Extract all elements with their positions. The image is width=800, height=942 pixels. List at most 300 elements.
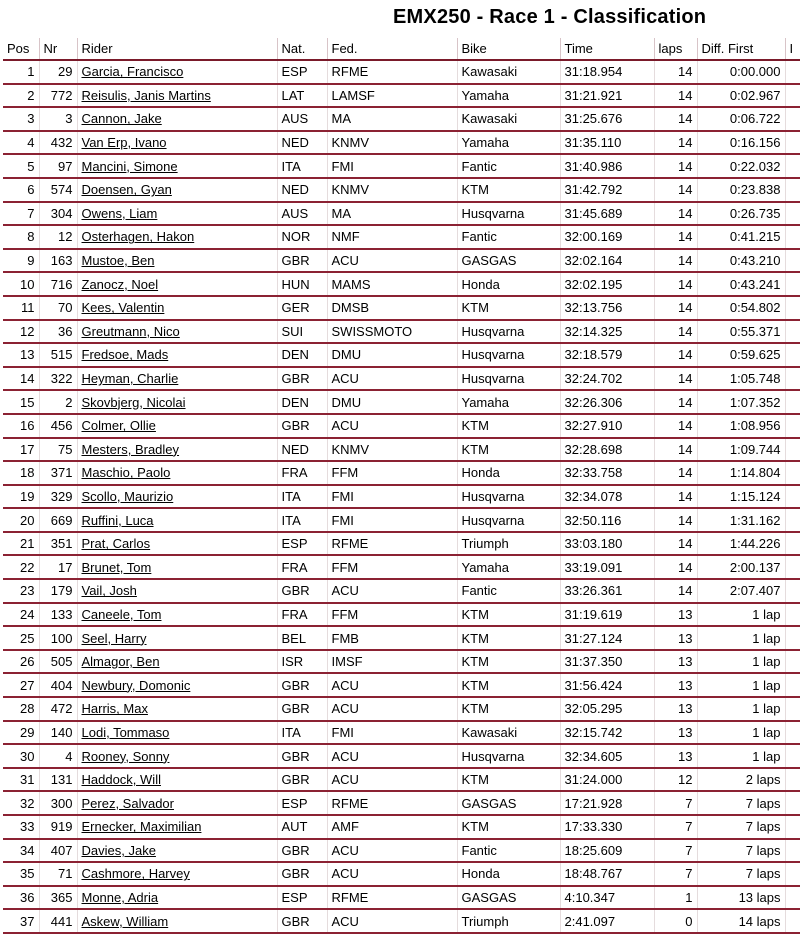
pos-cell: 14 bbox=[3, 367, 39, 391]
diff-first-cell: 0:54.802 bbox=[697, 296, 785, 320]
pos-cell: 5 bbox=[3, 154, 39, 178]
laps-cell: 14 bbox=[654, 154, 697, 178]
nat-cell: GBR bbox=[277, 909, 327, 933]
time-cell: 32:27.910 bbox=[560, 414, 654, 438]
extra-cell bbox=[785, 367, 800, 391]
laps-cell: 14 bbox=[654, 367, 697, 391]
diff-first-cell: 2 laps bbox=[697, 768, 785, 792]
diff-first-cell: 0:41.215 bbox=[697, 225, 785, 249]
nr-cell: 329 bbox=[39, 485, 77, 509]
nr-cell: 574 bbox=[39, 178, 77, 202]
rider-link[interactable]: Maschio, Paolo bbox=[77, 461, 277, 485]
diff-first-cell: 1 lap bbox=[697, 744, 785, 768]
table-row bbox=[3, 390, 800, 414]
nr-cell: 36 bbox=[39, 320, 77, 344]
diff-first-cell: 0:43.210 bbox=[697, 249, 785, 273]
pos-cell: 18 bbox=[3, 461, 39, 485]
nr-cell: 772 bbox=[39, 84, 77, 108]
nr-cell: 100 bbox=[39, 626, 77, 650]
laps-cell: 13 bbox=[654, 721, 697, 745]
rider-link[interactable]: Brunet, Tom bbox=[77, 555, 277, 579]
header-nr: Nr bbox=[39, 38, 77, 60]
extra-cell bbox=[785, 107, 800, 131]
nr-cell: 4 bbox=[39, 744, 77, 768]
extra-cell bbox=[785, 390, 800, 414]
nat-cell: DEN bbox=[277, 390, 327, 414]
table-row bbox=[3, 839, 800, 863]
table-row bbox=[3, 84, 800, 108]
table-row bbox=[3, 438, 800, 462]
extra-cell bbox=[785, 84, 800, 108]
table-row bbox=[3, 791, 800, 815]
bike-cell: Husqvarna bbox=[457, 485, 560, 509]
laps-cell: 14 bbox=[654, 225, 697, 249]
pos-cell: 32 bbox=[3, 791, 39, 815]
rider-link[interactable]: Cashmore, Harvey bbox=[77, 862, 277, 886]
nr-cell: 97 bbox=[39, 154, 77, 178]
bike-cell: KTM bbox=[457, 296, 560, 320]
diff-first-cell: 1:14.804 bbox=[697, 461, 785, 485]
time-cell: 4:10.347 bbox=[560, 886, 654, 910]
time-cell: 32:24.702 bbox=[560, 367, 654, 391]
pos-cell: 10 bbox=[3, 272, 39, 296]
table-row bbox=[3, 272, 800, 296]
rider-link[interactable]: Van Erp, Ivano bbox=[77, 131, 277, 155]
bike-cell: KTM bbox=[457, 626, 560, 650]
bike-cell: Triumph bbox=[457, 909, 560, 933]
nat-cell: BEL bbox=[277, 626, 327, 650]
nat-cell: ESP bbox=[277, 791, 327, 815]
nat-cell: ISR bbox=[277, 650, 327, 674]
nr-cell: 3 bbox=[39, 107, 77, 131]
diff-first-cell: 0:55.371 bbox=[697, 320, 785, 344]
bike-cell: Fantic bbox=[457, 154, 560, 178]
fed-cell: DMSB bbox=[327, 296, 457, 320]
bike-cell: KTM bbox=[457, 673, 560, 697]
rider-link[interactable]: Osterhagen, Hakon bbox=[77, 225, 277, 249]
rider-link[interactable]: Lodi, Tommaso bbox=[77, 721, 277, 745]
laps-cell: 14 bbox=[654, 343, 697, 367]
rider-link[interactable]: Fredsoe, Mads bbox=[77, 343, 277, 367]
table-row bbox=[3, 862, 800, 886]
diff-first-cell: 0:59.625 bbox=[697, 343, 785, 367]
time-cell: 32:14.325 bbox=[560, 320, 654, 344]
pos-cell: 27 bbox=[3, 673, 39, 697]
nat-cell: AUS bbox=[277, 202, 327, 226]
time-cell: 32:05.295 bbox=[560, 697, 654, 721]
diff-first-cell: 0:26.735 bbox=[697, 202, 785, 226]
extra-cell bbox=[785, 320, 800, 344]
header-bike: Bike bbox=[457, 38, 560, 60]
time-cell: 32:02.164 bbox=[560, 249, 654, 273]
table-row bbox=[3, 909, 800, 933]
extra-cell bbox=[785, 272, 800, 296]
laps-cell: 14 bbox=[654, 249, 697, 273]
time-cell: 33:19.091 bbox=[560, 555, 654, 579]
time-cell: 2:41.097 bbox=[560, 909, 654, 933]
pos-cell: 11 bbox=[3, 296, 39, 320]
bike-cell: KTM bbox=[457, 768, 560, 792]
rider-link[interactable]: Newbury, Domonic bbox=[77, 673, 277, 697]
fed-cell: FFM bbox=[327, 555, 457, 579]
extra-cell bbox=[785, 60, 800, 84]
table-row bbox=[3, 650, 800, 674]
rider-link[interactable]: Monne, Adria bbox=[77, 886, 277, 910]
extra-cell bbox=[785, 791, 800, 815]
time-cell: 33:26.361 bbox=[560, 579, 654, 603]
table-row bbox=[3, 579, 800, 603]
nat-cell: ITA bbox=[277, 154, 327, 178]
pos-cell: 35 bbox=[3, 862, 39, 886]
fed-cell: ACU bbox=[327, 839, 457, 863]
rider-link[interactable]: Askew, William bbox=[77, 909, 277, 933]
bike-cell: Yamaha bbox=[457, 84, 560, 108]
pos-cell: 21 bbox=[3, 532, 39, 556]
fed-cell: MA bbox=[327, 107, 457, 131]
fed-cell: RFME bbox=[327, 886, 457, 910]
nat-cell: FRA bbox=[277, 555, 327, 579]
fed-cell: SWISSMOTO bbox=[327, 320, 457, 344]
extra-cell bbox=[785, 249, 800, 273]
time-cell: 32:02.195 bbox=[560, 272, 654, 296]
diff-first-cell: 0:00.000 bbox=[697, 60, 785, 84]
rider-link[interactable]: Greutmann, Nico bbox=[77, 320, 277, 344]
bike-cell: Kawasaki bbox=[457, 721, 560, 745]
diff-first-cell: 0:22.032 bbox=[697, 154, 785, 178]
rider-link[interactable]: Davies, Jake bbox=[77, 839, 277, 863]
nr-cell: 29 bbox=[39, 60, 77, 84]
fed-cell: FMI bbox=[327, 721, 457, 745]
fed-cell: FMI bbox=[327, 508, 457, 532]
table-row bbox=[3, 60, 800, 84]
nr-cell: 163 bbox=[39, 249, 77, 273]
rider-link[interactable]: Prat, Carlos bbox=[77, 532, 277, 556]
nr-cell: 131 bbox=[39, 768, 77, 792]
fed-cell: FFM bbox=[327, 603, 457, 627]
pos-cell: 1 bbox=[3, 60, 39, 84]
table-row bbox=[3, 508, 800, 532]
pos-cell: 33 bbox=[3, 815, 39, 839]
fed-cell: NMF bbox=[327, 225, 457, 249]
pos-cell: 36 bbox=[3, 886, 39, 910]
laps-cell: 14 bbox=[654, 84, 697, 108]
bike-cell: Fantic bbox=[457, 839, 560, 863]
nat-cell: GBR bbox=[277, 414, 327, 438]
diff-first-cell: 7 laps bbox=[697, 839, 785, 863]
laps-cell: 14 bbox=[654, 320, 697, 344]
header-rider: Rider bbox=[77, 38, 277, 60]
nat-cell: ESP bbox=[277, 886, 327, 910]
bike-cell: Husqvarna bbox=[457, 202, 560, 226]
laps-cell: 14 bbox=[654, 555, 697, 579]
rider-link[interactable]: Almagor, Ben bbox=[77, 650, 277, 674]
rider-link[interactable]: Heyman, Charlie bbox=[77, 367, 277, 391]
diff-first-cell: 1:07.352 bbox=[697, 390, 785, 414]
diff-first-cell: 0:16.156 bbox=[697, 131, 785, 155]
classification-table bbox=[3, 38, 800, 934]
table-body bbox=[3, 60, 800, 933]
extra-cell bbox=[785, 202, 800, 226]
laps-cell: 14 bbox=[654, 272, 697, 296]
time-cell: 31:19.619 bbox=[560, 603, 654, 627]
time-cell: 31:56.424 bbox=[560, 673, 654, 697]
laps-cell: 13 bbox=[654, 603, 697, 627]
laps-cell: 13 bbox=[654, 744, 697, 768]
nr-cell: 300 bbox=[39, 791, 77, 815]
time-cell: 31:40.986 bbox=[560, 154, 654, 178]
nr-cell: 371 bbox=[39, 461, 77, 485]
diff-first-cell: 2:07.407 bbox=[697, 579, 785, 603]
time-cell: 18:25.609 bbox=[560, 839, 654, 863]
pos-cell: 24 bbox=[3, 603, 39, 627]
pos-cell: 19 bbox=[3, 485, 39, 509]
extra-cell bbox=[785, 532, 800, 556]
rider-link[interactable]: Ernecker, Maximilian bbox=[77, 815, 277, 839]
nat-cell: ITA bbox=[277, 508, 327, 532]
fed-cell: RFME bbox=[327, 791, 457, 815]
table-header-row bbox=[3, 38, 800, 60]
diff-first-cell: 1 lap bbox=[697, 650, 785, 674]
laps-cell: 13 bbox=[654, 697, 697, 721]
table-row bbox=[3, 461, 800, 485]
bike-cell: Kawasaki bbox=[457, 60, 560, 84]
rider-link[interactable]: Doensen, Gyan bbox=[77, 178, 277, 202]
pos-cell: 31 bbox=[3, 768, 39, 792]
pos-cell: 37 bbox=[3, 909, 39, 933]
bike-cell: GASGAS bbox=[457, 791, 560, 815]
rider-link[interactable]: Seel, Harry bbox=[77, 626, 277, 650]
time-cell: 32:34.605 bbox=[560, 744, 654, 768]
rider-link[interactable]: Perez, Salvador bbox=[77, 791, 277, 815]
diff-first-cell: 1 lap bbox=[697, 626, 785, 650]
nr-cell: 515 bbox=[39, 343, 77, 367]
rider-link[interactable]: Owens, Liam bbox=[77, 202, 277, 226]
fed-cell: DMU bbox=[327, 390, 457, 414]
table-row bbox=[3, 673, 800, 697]
laps-cell: 13 bbox=[654, 650, 697, 674]
pos-cell: 4 bbox=[3, 131, 39, 155]
fed-cell: DMU bbox=[327, 343, 457, 367]
laps-cell: 14 bbox=[654, 178, 697, 202]
nr-cell: 407 bbox=[39, 839, 77, 863]
time-cell: 17:33.330 bbox=[560, 815, 654, 839]
pos-cell: 25 bbox=[3, 626, 39, 650]
time-cell: 32:50.116 bbox=[560, 508, 654, 532]
nr-cell: 432 bbox=[39, 131, 77, 155]
laps-cell: 13 bbox=[654, 626, 697, 650]
pos-cell: 23 bbox=[3, 579, 39, 603]
bike-cell: KTM bbox=[457, 697, 560, 721]
pos-cell: 15 bbox=[3, 390, 39, 414]
nr-cell: 472 bbox=[39, 697, 77, 721]
nat-cell: GBR bbox=[277, 839, 327, 863]
table-row bbox=[3, 815, 800, 839]
extra-cell bbox=[785, 343, 800, 367]
extra-cell bbox=[785, 579, 800, 603]
extra-cell bbox=[785, 886, 800, 910]
bike-cell: KTM bbox=[457, 178, 560, 202]
rider-link[interactable]: Rooney, Sonny bbox=[77, 744, 277, 768]
rider-link[interactable]: Haddock, Will bbox=[77, 768, 277, 792]
time-cell: 31:27.124 bbox=[560, 626, 654, 650]
extra-cell bbox=[785, 485, 800, 509]
fed-cell: ACU bbox=[327, 673, 457, 697]
extra-cell bbox=[785, 909, 800, 933]
fed-cell: MA bbox=[327, 202, 457, 226]
bike-cell: Husqvarna bbox=[457, 367, 560, 391]
nat-cell: FRA bbox=[277, 461, 327, 485]
extra-cell bbox=[785, 154, 800, 178]
extra-cell bbox=[785, 461, 800, 485]
extra-cell bbox=[785, 721, 800, 745]
nr-cell: 12 bbox=[39, 225, 77, 249]
laps-cell: 14 bbox=[654, 202, 697, 226]
rider-link[interactable]: Reisulis, Janis Martins bbox=[77, 84, 277, 108]
laps-cell: 0 bbox=[654, 909, 697, 933]
time-cell: 33:03.180 bbox=[560, 532, 654, 556]
rider-link[interactable]: Kees, Valentin bbox=[77, 296, 277, 320]
rider-link[interactable]: Mustoe, Ben bbox=[77, 249, 277, 273]
laps-cell: 14 bbox=[654, 296, 697, 320]
extra-cell bbox=[785, 839, 800, 863]
laps-cell: 14 bbox=[654, 579, 697, 603]
rider-link[interactable]: Cannon, Jake bbox=[77, 107, 277, 131]
time-cell: 32:00.169 bbox=[560, 225, 654, 249]
bike-cell: KTM bbox=[457, 603, 560, 627]
table-row bbox=[3, 343, 800, 367]
nat-cell: ITA bbox=[277, 721, 327, 745]
diff-first-cell: 0:43.241 bbox=[697, 272, 785, 296]
fed-cell: FMI bbox=[327, 154, 457, 178]
time-cell: 31:18.954 bbox=[560, 60, 654, 84]
nat-cell: ESP bbox=[277, 532, 327, 556]
bike-cell: Kawasaki bbox=[457, 107, 560, 131]
header-pos: Pos bbox=[3, 38, 39, 60]
table-row bbox=[3, 485, 800, 509]
nr-cell: 919 bbox=[39, 815, 77, 839]
bike-cell: Triumph bbox=[457, 532, 560, 556]
nat-cell: SUI bbox=[277, 320, 327, 344]
time-cell: 31:35.110 bbox=[560, 131, 654, 155]
pos-cell: 22 bbox=[3, 555, 39, 579]
rider-link[interactable]: Skovbjerg, Nicolai bbox=[77, 390, 277, 414]
pos-cell: 16 bbox=[3, 414, 39, 438]
fed-cell: ACU bbox=[327, 909, 457, 933]
laps-cell: 7 bbox=[654, 862, 697, 886]
page-title: EMX250 - Race 1 - Classification bbox=[393, 6, 707, 28]
nat-cell: NOR bbox=[277, 225, 327, 249]
rider-link[interactable]: Caneele, Tom bbox=[77, 603, 277, 627]
diff-first-cell: 14 laps bbox=[697, 909, 785, 933]
fed-cell: RFME bbox=[327, 60, 457, 84]
nat-cell: GBR bbox=[277, 768, 327, 792]
fed-cell: ACU bbox=[327, 768, 457, 792]
table-row bbox=[3, 154, 800, 178]
time-cell: 31:42.792 bbox=[560, 178, 654, 202]
fed-cell: KNMV bbox=[327, 131, 457, 155]
diff-first-cell: 1:15.124 bbox=[697, 485, 785, 509]
nr-cell: 70 bbox=[39, 296, 77, 320]
rider-link[interactable]: Garcia, Francisco bbox=[77, 60, 277, 84]
laps-cell: 12 bbox=[654, 768, 697, 792]
table-row bbox=[3, 107, 800, 131]
laps-cell: 7 bbox=[654, 839, 697, 863]
nat-cell: NED bbox=[277, 131, 327, 155]
diff-first-cell: 1:08.956 bbox=[697, 414, 785, 438]
extra-cell bbox=[785, 414, 800, 438]
table-row bbox=[3, 886, 800, 910]
time-cell: 18:48.767 bbox=[560, 862, 654, 886]
nat-cell: FRA bbox=[277, 603, 327, 627]
nr-cell: 179 bbox=[39, 579, 77, 603]
header-extra: I bbox=[785, 38, 800, 60]
pos-cell: 6 bbox=[3, 178, 39, 202]
diff-first-cell: 0:02.967 bbox=[697, 84, 785, 108]
nat-cell: GBR bbox=[277, 697, 327, 721]
nr-cell: 304 bbox=[39, 202, 77, 226]
classification-table-wrapper bbox=[3, 38, 800, 934]
nr-cell: 669 bbox=[39, 508, 77, 532]
header-nat: Nat. bbox=[277, 38, 327, 60]
nat-cell: ESP bbox=[277, 60, 327, 84]
fed-cell: ACU bbox=[327, 414, 457, 438]
pos-cell: 28 bbox=[3, 697, 39, 721]
rider-link[interactable]: Zanocz, Noel bbox=[77, 272, 277, 296]
extra-cell bbox=[785, 744, 800, 768]
fed-cell: RFME bbox=[327, 532, 457, 556]
extra-cell bbox=[785, 650, 800, 674]
bike-cell: GASGAS bbox=[457, 249, 560, 273]
nr-cell: 456 bbox=[39, 414, 77, 438]
header-diff-first: Diff. First bbox=[697, 38, 785, 60]
diff-first-cell: 7 laps bbox=[697, 815, 785, 839]
header-fed: Fed. bbox=[327, 38, 457, 60]
extra-cell bbox=[785, 131, 800, 155]
nr-cell: 2 bbox=[39, 390, 77, 414]
pos-cell: 8 bbox=[3, 225, 39, 249]
pos-cell: 13 bbox=[3, 343, 39, 367]
table-row bbox=[3, 414, 800, 438]
rider-link[interactable]: Vail, Josh bbox=[77, 579, 277, 603]
nr-cell: 133 bbox=[39, 603, 77, 627]
time-cell: 32:13.756 bbox=[560, 296, 654, 320]
nr-cell: 140 bbox=[39, 721, 77, 745]
extra-cell bbox=[785, 697, 800, 721]
diff-first-cell: 1 lap bbox=[697, 673, 785, 697]
extra-cell bbox=[785, 438, 800, 462]
diff-first-cell: 1:09.744 bbox=[697, 438, 785, 462]
bike-cell: Fantic bbox=[457, 225, 560, 249]
nr-cell: 505 bbox=[39, 650, 77, 674]
diff-first-cell: 0:23.838 bbox=[697, 178, 785, 202]
pos-cell: 17 bbox=[3, 438, 39, 462]
rider-link[interactable]: Harris, Max bbox=[77, 697, 277, 721]
bike-cell: Fantic bbox=[457, 579, 560, 603]
pos-cell: 20 bbox=[3, 508, 39, 532]
rider-link[interactable]: Mancini, Simone bbox=[77, 154, 277, 178]
rider-link[interactable]: Colmer, Ollie bbox=[77, 414, 277, 438]
table-row bbox=[3, 178, 800, 202]
rider-link[interactable]: Ruffini, Luca bbox=[77, 508, 277, 532]
bike-cell: KTM bbox=[457, 438, 560, 462]
nat-cell: NED bbox=[277, 438, 327, 462]
rider-link[interactable]: Scollo, Maurizio bbox=[77, 485, 277, 509]
diff-first-cell: 1 lap bbox=[697, 697, 785, 721]
rider-link[interactable]: Mesters, Bradley bbox=[77, 438, 277, 462]
time-cell: 17:21.928 bbox=[560, 791, 654, 815]
extra-cell bbox=[785, 508, 800, 532]
laps-cell: 7 bbox=[654, 791, 697, 815]
